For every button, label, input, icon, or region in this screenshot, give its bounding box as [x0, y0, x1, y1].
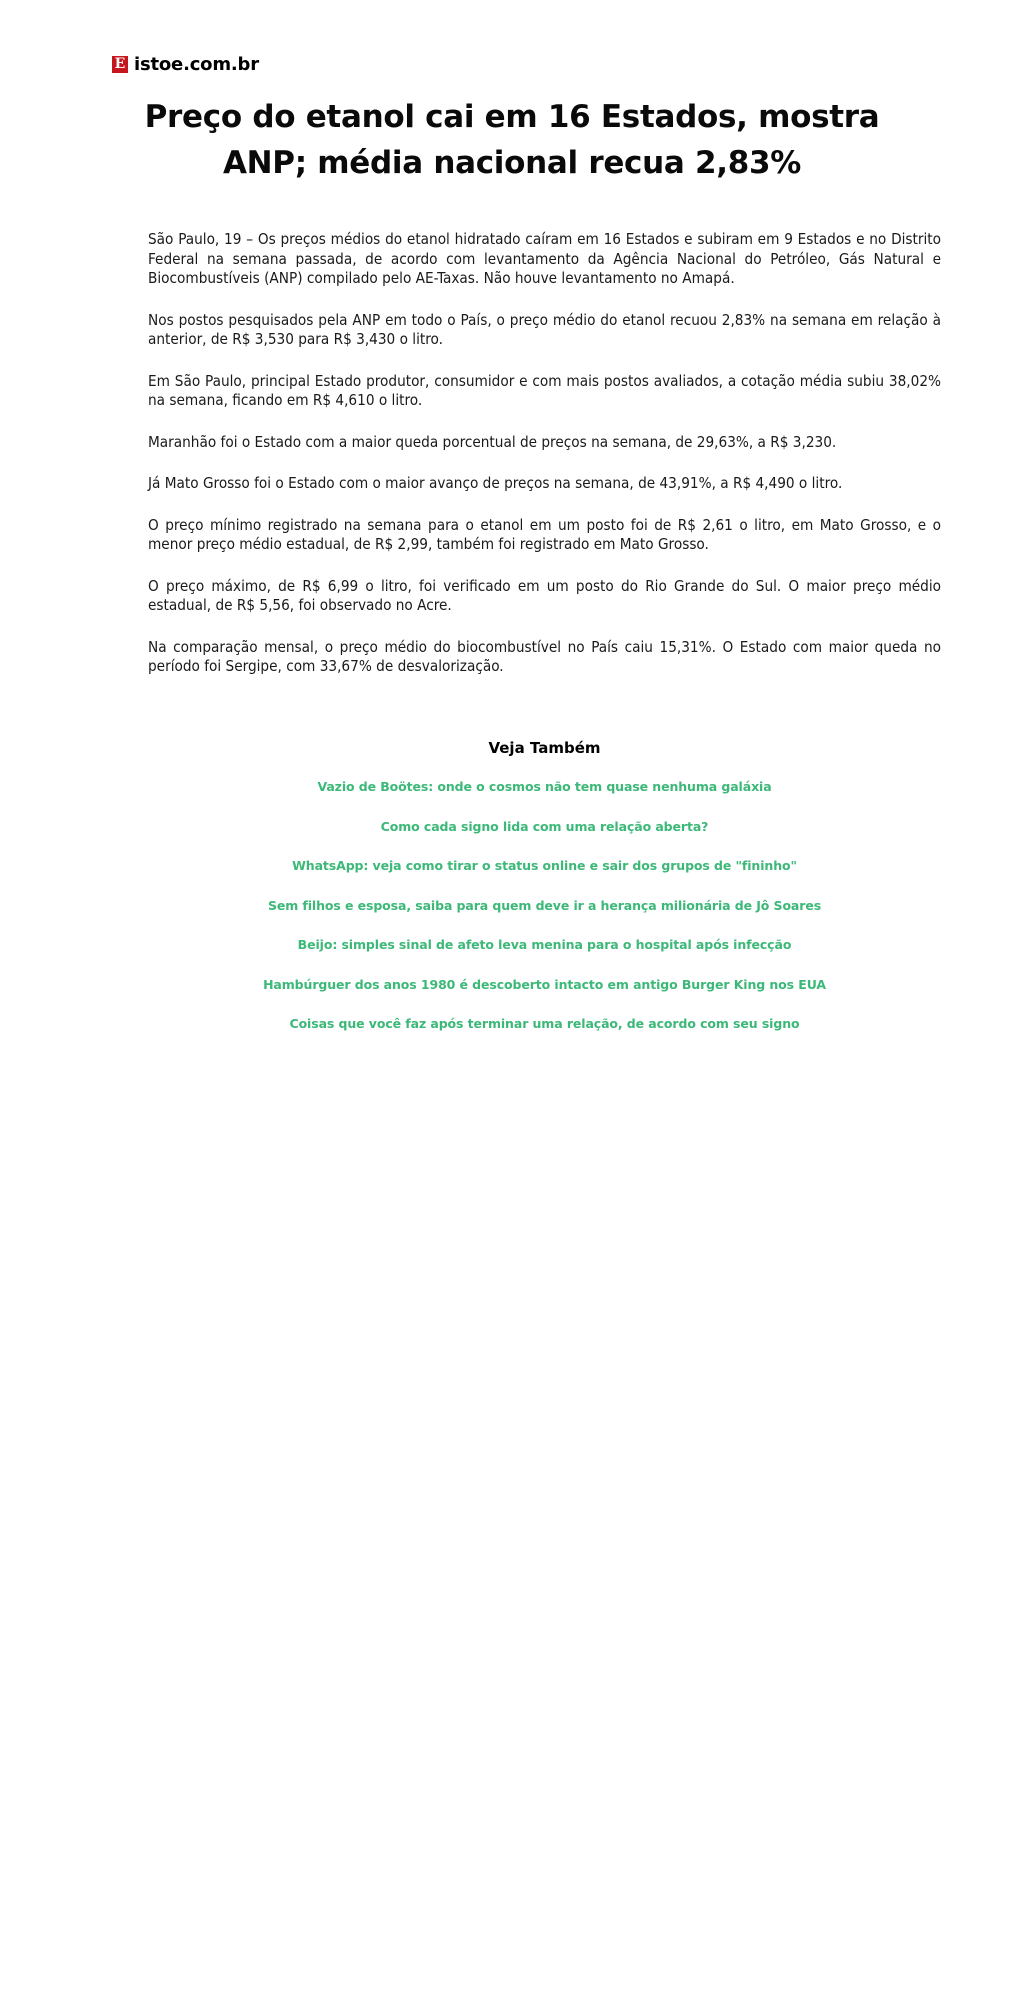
article-paragraph: Em São Paulo, principal Estado produtor, consumidor e com mais postos avaliados, a cotação média subiu 38,02% na semana, ficando em R$ 4,610 o litro.	[148, 371, 941, 409]
article-paragraph: Já Mato Grosso foi o Estado com o maior avanço de preços na semana, de 43,91%, a R$ 4,490 o litro.	[148, 474, 843, 492]
article-title: Preço do etanol cai em 16 Estados, mostra ANP; média nacional recua 2,83%	[144, 99, 880, 181]
related-link[interactable]: Vazio de Boötes: onde o cosmos não tem quase nenhuma galáxia	[317, 779, 772, 794]
list-item	[148, 934, 941, 974]
article-paragraph: São Paulo, 19 – Os preços médios do etanol hidratado caíram em 16 Estados e subiram em 9 Estados e no Distrito Federal na semana passada, de acordo com levantamento da Agência Nacional do Petróleo, Gás Natural e Biocombustíveis (ANP) compilado pelo AE-Taxas. Não houve levantamento no Amapá.	[148, 230, 941, 287]
list-item	[148, 776, 941, 816]
list-item	[148, 895, 941, 935]
list-item	[148, 1013, 941, 1053]
article-paragraph: Na comparação mensal, o preço médio do biocombustível no País caiu 15,31%. O Estado com maior queda no período foi Sergipe, com 33,67% de desvalorização.	[148, 637, 941, 675]
related-articles	[148, 738, 941, 1053]
related-list	[148, 776, 941, 1053]
site-logo-icon[interactable]: E	[112, 56, 128, 73]
list-item	[148, 974, 941, 1014]
related-link[interactable]: Como cada signo lida com uma relação aberta?	[380, 818, 709, 834]
article-paragraph: O preço mínimo registrado na semana para o etanol em um posto foi de R$ 2,61 o litro, em Mato Grosso, e o menor preço médio estadual, de R$ 2,99, também foi registrado em Mato Grosso.	[148, 515, 941, 553]
related-link[interactable]: Coisas que você faz após terminar uma relação, de acordo com seu signo	[289, 1016, 800, 1031]
article-paragraph: O preço máximo, de R$ 6,99 o litro, foi verificado em um posto do Rio Grande do Sul. O maior preço médio estadual, de R$ 5,56, foi observado no Acre.	[148, 576, 941, 614]
article-paragraph: Nos postos pesquisados pela ANP em todo o País, o preço médio do etanol recuou 2,83% na semana em relação à anterior, de R$ 3,530 para R$ 3,430 o litro.	[148, 310, 941, 348]
related-link[interactable]: Hambúrguer dos anos 1980 é descoberto intacto em antigo Burger King nos EUA	[263, 976, 826, 992]
site-header	[112, 52, 259, 76]
related-heading: Veja Também	[488, 739, 601, 757]
article-body	[148, 230, 941, 699]
list-item	[148, 816, 941, 856]
site-name[interactable]: istoe.com.br	[134, 53, 259, 75]
related-link[interactable]: Beijo: simples sinal de afeto leva menina para o hospital após infecção	[297, 937, 792, 952]
list-item	[148, 855, 941, 895]
related-link[interactable]: Sem filhos e esposa, saiba para quem deve ir a herança milionária de Jô Soares	[267, 897, 822, 913]
related-link[interactable]: WhatsApp: veja como tirar o status online e sair dos grupos de "fininho"	[292, 858, 797, 873]
article-paragraph: Maranhão foi o Estado com a maior queda porcentual de preços na semana, de 29,63%, a R$ 3,230.	[148, 432, 837, 451]
